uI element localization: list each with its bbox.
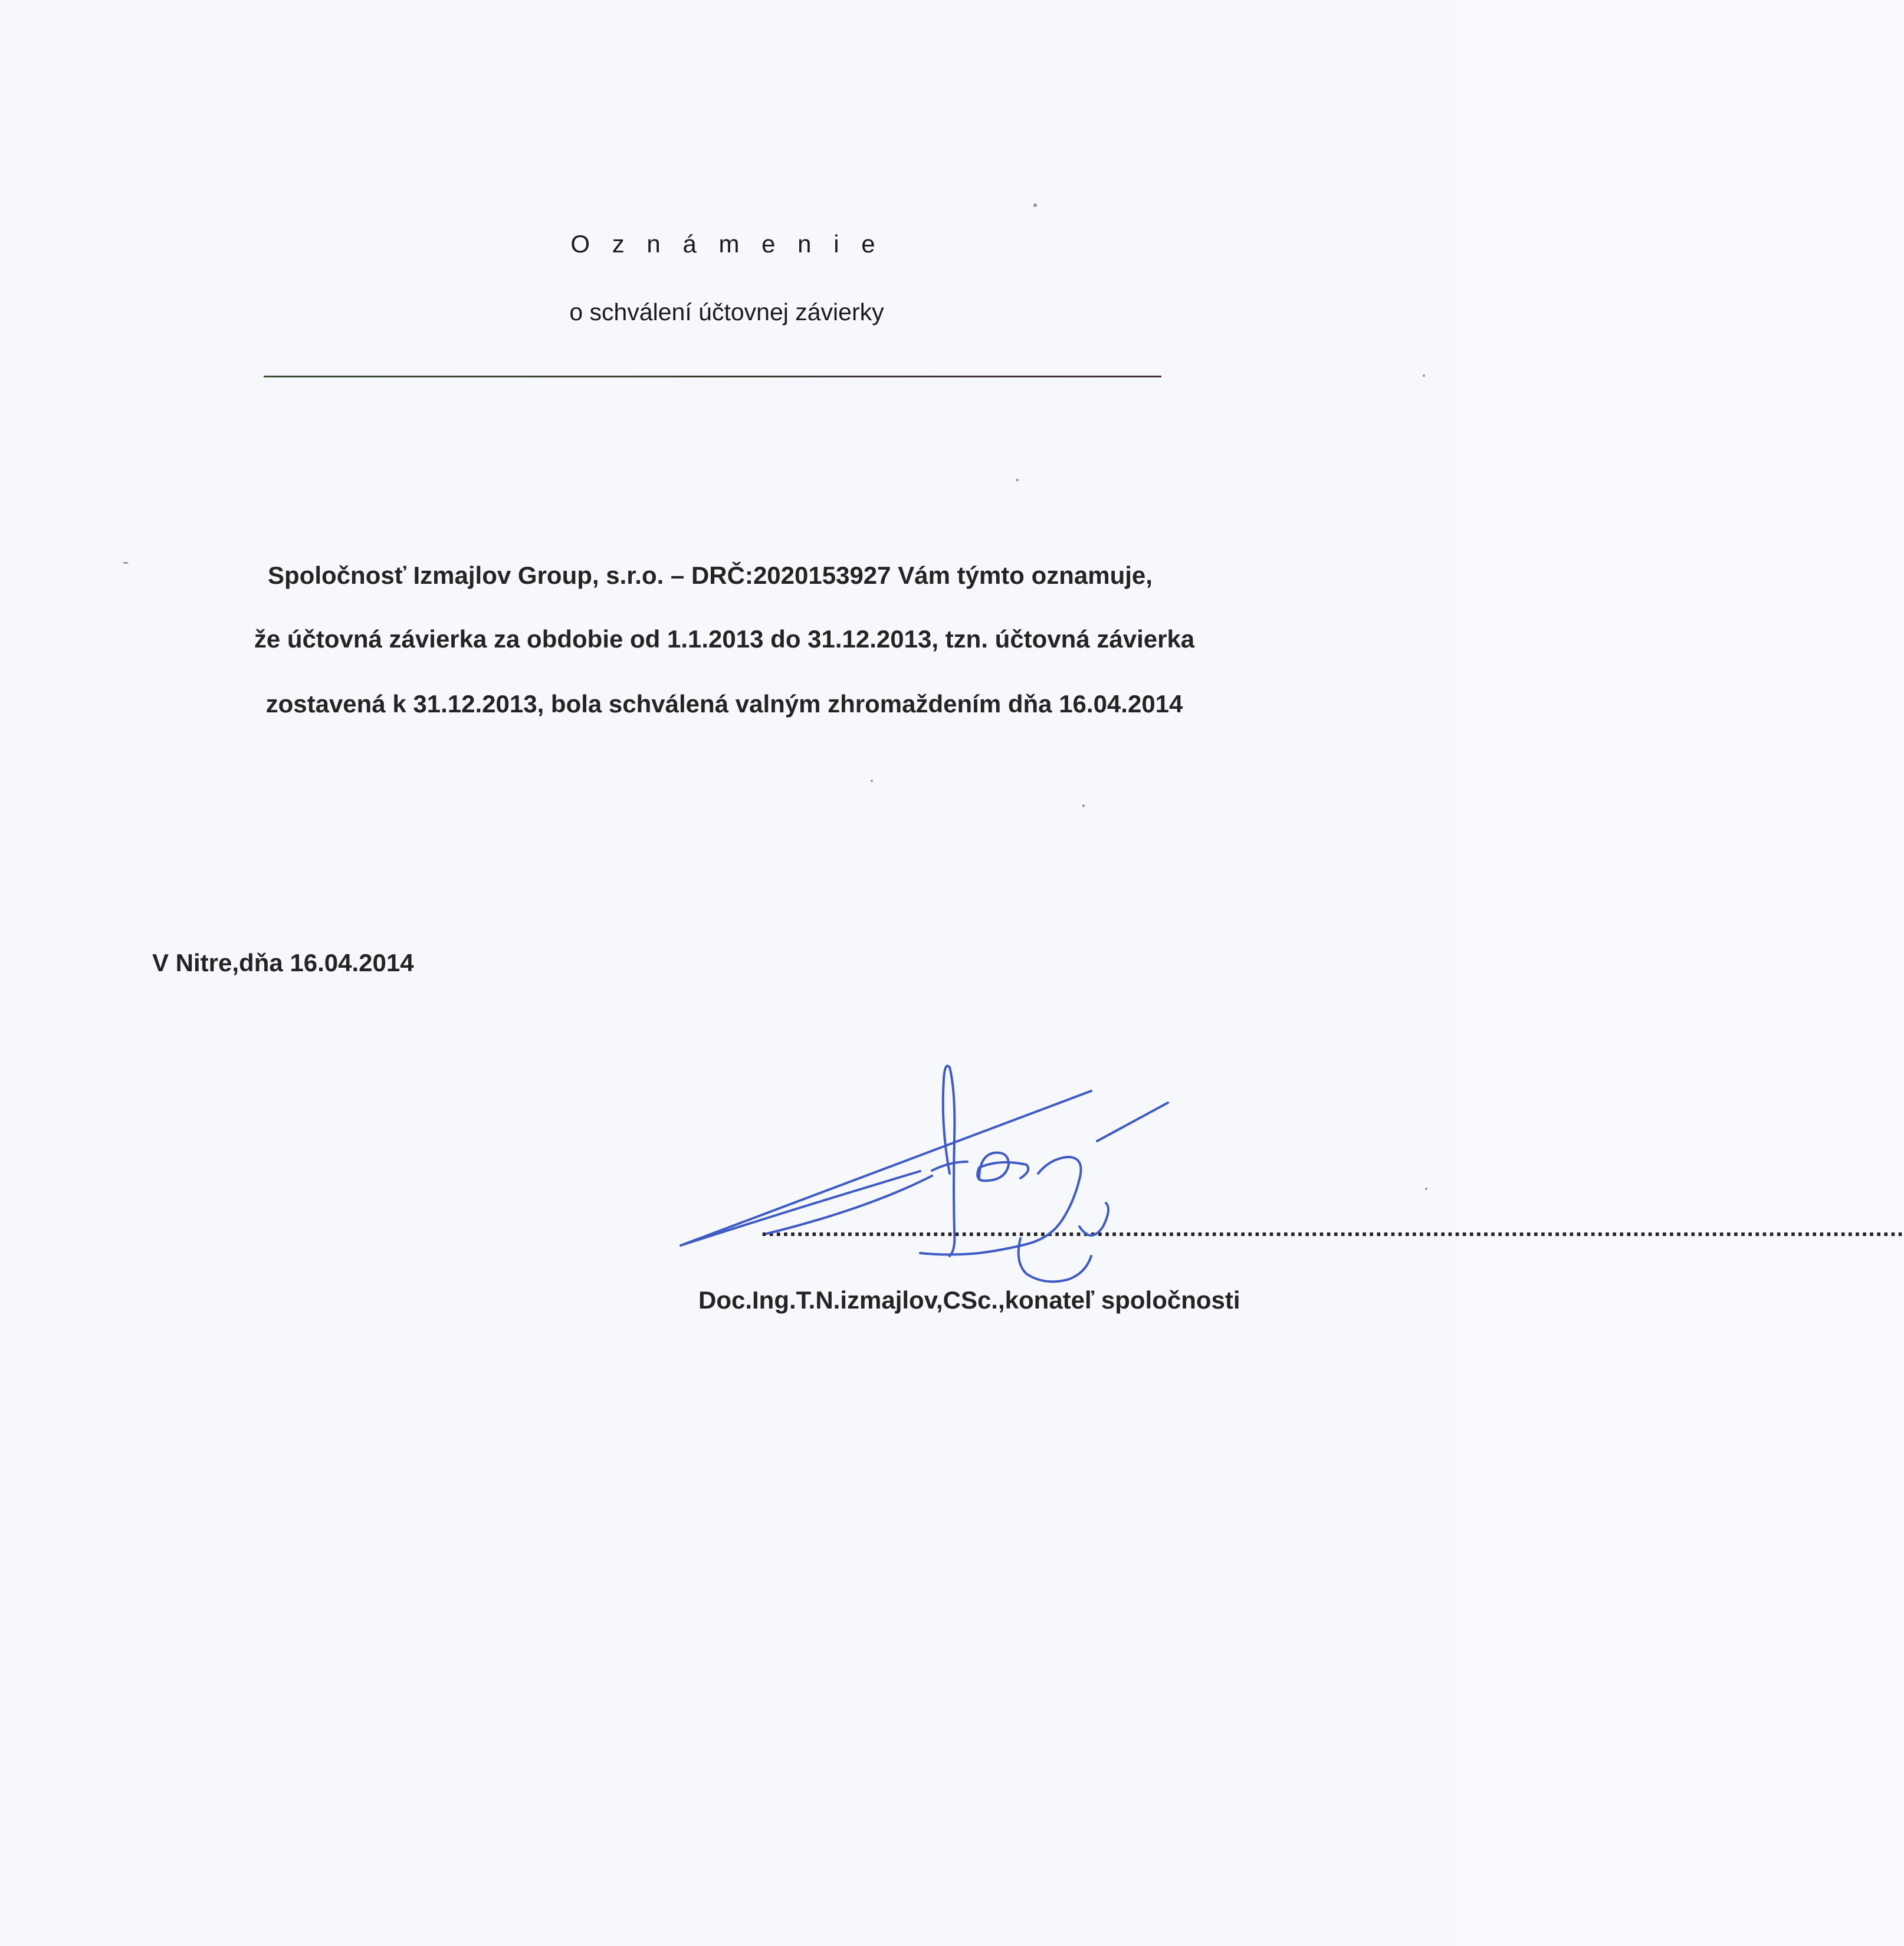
paper-speck [1016,479,1019,481]
paper-speck [871,780,873,782]
title-divider [264,376,1161,377]
document-title: O z n á m e n i e [570,230,883,258]
document-subtitle: o schválení účtovnej závierky [569,298,884,326]
body-line-2: že účtovná závierka za obdobie od 1.1.2013 do 31.12.2013, tzn. účtovná závierka [254,625,1195,653]
signature-dotted-line: ................................................................................................................................................................ [761,1215,1904,1241]
paper-speck [1425,1188,1427,1190]
handwritten-signature-icon [672,1056,1180,1339]
paper-speck [1423,374,1425,377]
body-line-3: zostavená k 31.12.2013, bola schválená valným zhromaždením dňa 16.04.2014 [265,690,1183,718]
paper-speck [123,562,129,564]
place-and-date: V Nitre,dňa 16.04.2014 [152,949,414,977]
paper-speck [1033,203,1037,207]
paper-speck [1082,804,1085,807]
body-line-1: Spoločnosť Izmajlov Group, s.r.o. – DRČ:2020153927 Vám týmto oznamuje, [268,561,1153,589]
signer-name: Doc.Ing.T.N.izmajlov,CSc.,konateľ spoločnosti [698,1286,1240,1314]
